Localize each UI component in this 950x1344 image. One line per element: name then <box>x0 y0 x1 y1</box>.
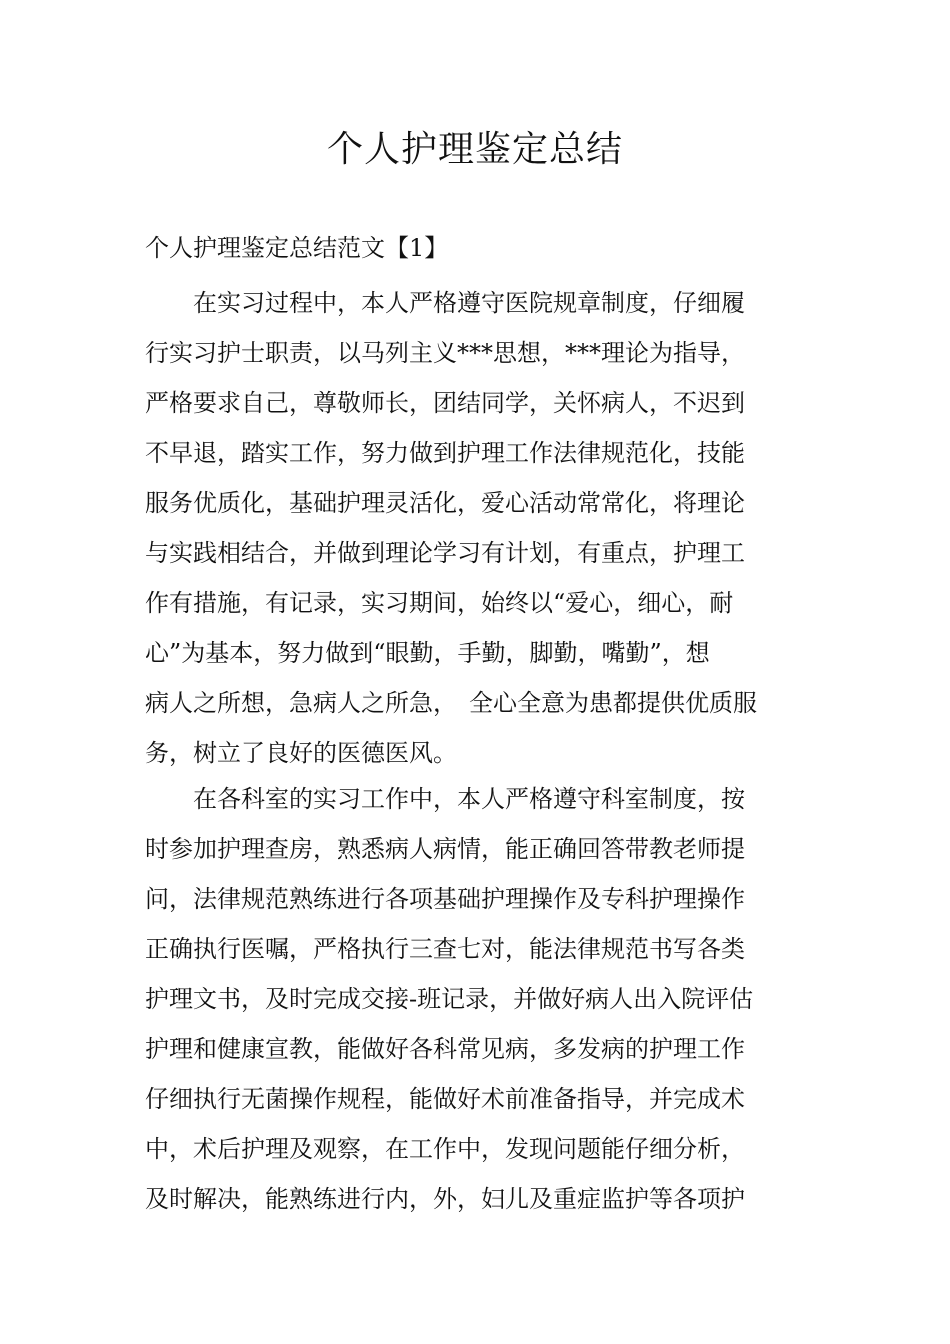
paragraph-line: 正确执行医嘱，严格执行三查七对，能法律规范书写各类 <box>145 935 745 963</box>
paragraph-line: 中，术后护理及观察，在工作中，发现问题能仔细分析， <box>145 1135 745 1163</box>
paragraph-line: 服务优质化，基础护理灵活化，爱心活动常常化，将理论 <box>145 489 745 517</box>
paragraph-line: 时参加护理查房，熟悉病人病情，能正确回答带教老师提 <box>145 835 745 863</box>
paragraph-line: 在实习过程中，本人严格遵守医院规章制度，仔细履 <box>145 289 745 317</box>
paragraph-line: 病人之所想，急病人之所急， 全心全意为患都提供优质服 <box>145 689 757 717</box>
paragraph-line: 护理文书，及时完成交接-班记录，并做好病人出入院评估 <box>145 985 754 1013</box>
paragraph-line: 仔细执行无菌操作规程，能做好术前准备指导，并完成术 <box>145 1085 745 1113</box>
paragraph-line: 不早退，踏实工作，努力做到护理工作法律规范化，技能 <box>145 439 745 467</box>
paragraph-2 <box>145 774 815 1224</box>
document-title: 个人护理鉴定总结 <box>326 129 623 170</box>
paragraph-line: 问，法律规范熟练进行各项基础护理操作及专科护理操作 <box>145 885 745 913</box>
paragraph-line: 务，树立了良好的医德医风。 <box>145 739 457 767</box>
paragraph-line: 作有措施，有记录，实习期间，始终以“爱心，细心，耐 <box>145 589 734 617</box>
paragraph-line: 严格要求自己，尊敬师长，团结同学，关怀病人，不迟到 <box>145 389 745 417</box>
paragraph-line: 心”为基本，努力做到“眼勤，手勤，脚勤，嘴勤”，想 <box>145 639 710 667</box>
paragraph-line: 在各科室的实习工作中，本人严格遵守科室制度，按 <box>145 785 745 813</box>
section-subtitle: 个人护理鉴定总结范文【1】 <box>145 234 449 262</box>
paragraph-line: 行实习护士职责，以马列主义***思想，***理论为指导， <box>145 339 745 367</box>
paragraph-line: 及时解决，能熟练进行内，外，妇儿及重症监护等各项护 <box>145 1185 745 1213</box>
paragraph-1 <box>145 278 815 778</box>
paragraph-line: 护理和健康宣教，能做好各科常见病，多发病的护理工作 <box>145 1035 745 1063</box>
paragraph-line: 与实践相结合，并做到理论学习有计划，有重点，护理工 <box>145 539 745 567</box>
